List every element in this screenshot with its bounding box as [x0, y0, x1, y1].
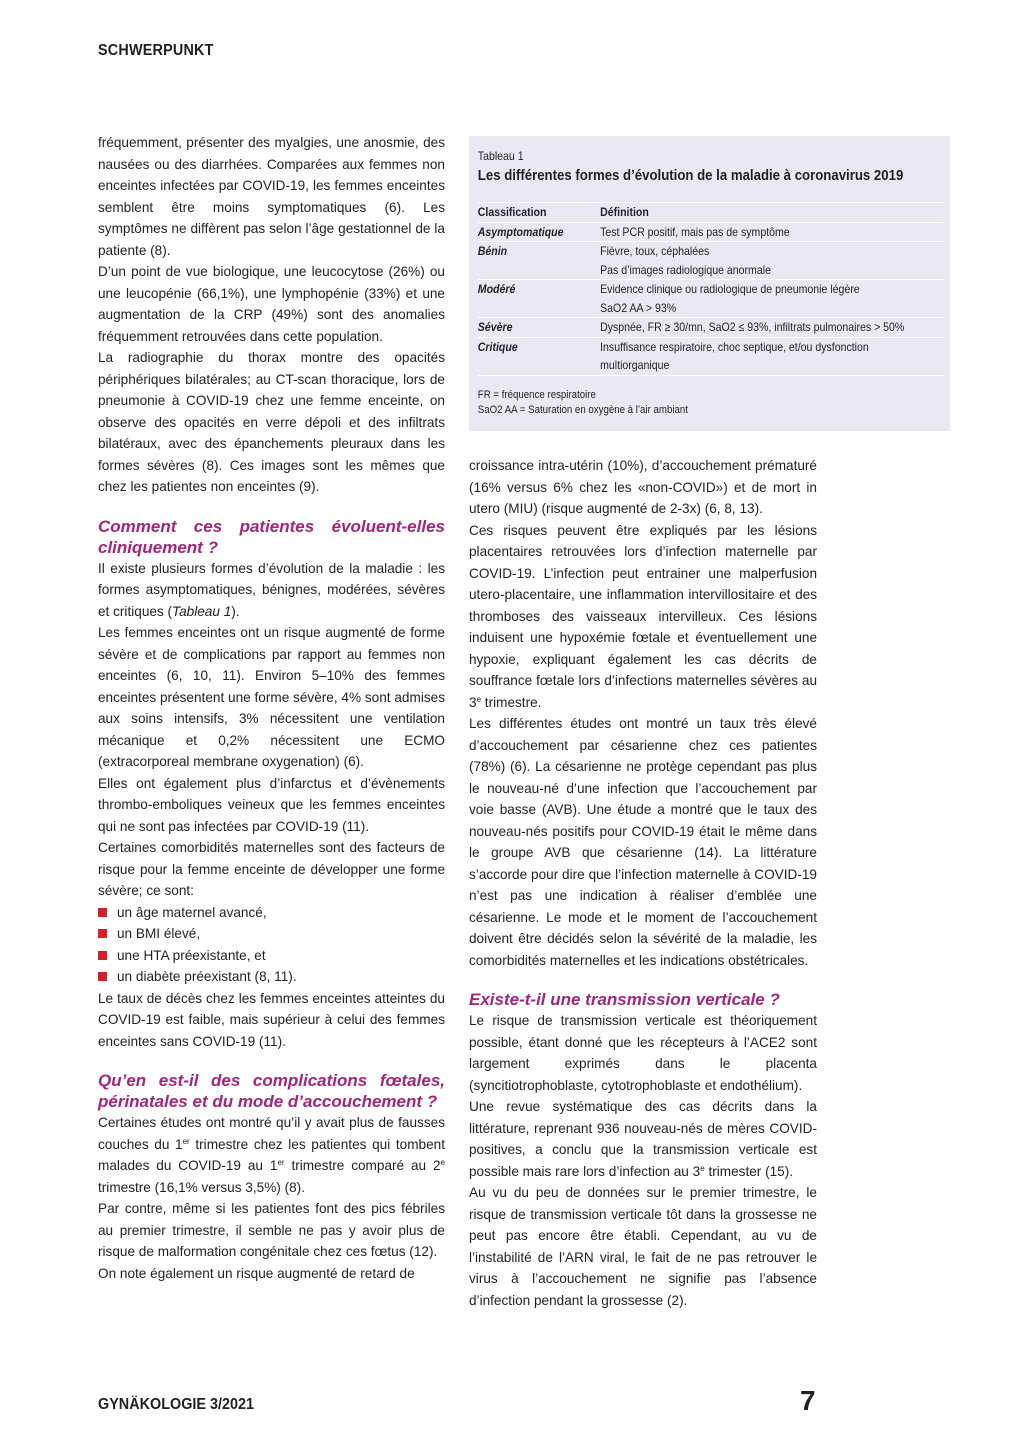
column-header: Classification [477, 205, 547, 219]
journal-footer: GYNÄKOLOGIE 3/2021 [98, 1396, 255, 1413]
paragraph: Le risque de transmission verticale est théoriquement possible, étant donné que les récepteurs à l’ACE2 sont largement exprimés dans le placenta (syncitiotrophoblaste, cytotrophoblaste et endothélium). [469, 1013, 817, 1093]
paragraph: Ces risques peuvent être expliqués par les lésions placentaires retrouvées lors d’infection maternelle par COVID-19. L’infection peut entrainer une malperfusion utero-placentaire, une inflammation intervillositaire et des thromboses des vaisseaux intervilleux. Ces lésions induisent une hypoxémie fœtale et éventuellement une hypoxie, expliquant également les cas décrits de souffrance fœtale lors d’infections maternelles sévères au 3e trimestre. [469, 522, 817, 710]
bullet-square-icon [98, 951, 107, 960]
paragraph: croissance intra-utérin (10%), d’accouchement prématuré (16% versus 6% chez les «non-COVID») et de mort in utero (MIU) (risque augmenté de 2-3x) (6, 8, 13). [469, 458, 817, 516]
table-row [478, 338, 944, 376]
table-note: FR = fréquence respiratoire [477, 388, 596, 401]
table-header-row [478, 202, 944, 223]
bullet-square-icon [98, 908, 107, 917]
bullet-square-icon [98, 972, 107, 981]
bullet-square-icon [98, 929, 107, 938]
paragraph: Certaines comorbidités maternelles sont des facteurs de risque pour la femme enceinte de développer une forme sévère; ce sont: [98, 840, 445, 898]
table-reference: Tableau 1 [172, 603, 232, 619]
left-column [98, 132, 445, 1284]
table-title: Les différentes formes d’évolution de la maladie à coronavirus 2019 [477, 167, 904, 184]
page-number: 7 [800, 1385, 816, 1416]
table-row [478, 280, 944, 318]
classification-cell: Critique [477, 339, 518, 354]
paragraph: La radiographie du thorax montre des opacités périphériques bilatérales; au CT-scan thoracique, lors de pneumonie à COVID-19 chez une femme enceinte, on observe des opacités en verre dépoli et des infiltrats bilatéraux, avec des épanchements pleuraux dans les formes sévères (8). Ces images sont les mêmes que chez les patientes non enceintes (9). [98, 350, 445, 494]
section-heading: Existe-t-il une transmission verticale ? [469, 990, 780, 1009]
table-row [478, 242, 944, 280]
table-row [478, 223, 944, 243]
table-row [478, 318, 944, 338]
classification-cell: Modéré [477, 282, 516, 296]
definition-cell: Fièvre, toux, céphalées Pas d’images radiologique anormale [600, 244, 771, 277]
list-item: une HTA préexistante, et [98, 945, 445, 967]
paragraph: Il existe plusieurs formes d’évolution de la maladie : les formes asymptomatiques, bénignes, modérées, sévères et critiques (Tableau 1). [98, 560, 445, 619]
definition-cell: Dyspnée, FR ≥ 30/mn, SaO2 ≤ 93%, infiltrats pulmonaires > 50% [600, 320, 905, 334]
column-header: Définition [600, 205, 649, 219]
paragraph: Au vu du peu de données sur le premier trimestre, le risque de transmission verticale tôt dans la grossesse ne peut pas encore être établi. Cependant, au vu de l’instabilité de l’ARN viral, le fait de ne pas retrouver le virus à l’accouchement ne signifie pas l’absence d’infection pendant la grossesse (2). [469, 1185, 817, 1308]
list-item: un BMI élevé, [98, 923, 445, 945]
paragraph: Par contre, même si les patientes font des pics fébriles au premier trimestre, il semble ne pas y avoir plus de risque de malformation congénitale chez ces fœtus (12). [98, 1201, 445, 1259]
paragraph: Les femmes enceintes ont un risque augmenté de forme sévère et de complications par rapport au femmes non enceintes (6, 10, 11). Environ 5–10% des femmes enceintes présentent une forme sévère, 4% sont admises aux soins intensifs, 3% nécessitent une ventilation mécanique et 0,2% nécessitent une ECMO (extracorporeal membrane oxygenation) (6). [98, 625, 445, 769]
paragraph: Elles ont également plus d’infarctus et d’évènements thrombo-emboliques veineux que les femmes enceintes qui ne sont pas infectées par COVID-19 (11). [98, 775, 445, 834]
table-label: Tableau 1 [477, 149, 524, 163]
definition-cell: Test PCR positif, mais pas de symptôme [600, 224, 790, 239]
definition-cell: Insuffisance respiratoire, choc septique, et/ou dysfonction multiorganique [600, 339, 869, 372]
table-notes [478, 388, 944, 418]
paragraph: D’un point de vue biologique, une leucocytose (26%) ou une leucopénie (66,1%), une lymphopénie (33%) et une augmentation de la CRP (49%) sont des anomalies fréquemment retrouvées dans cette population. [98, 264, 445, 344]
list-item: un âge maternel avancé, [98, 902, 445, 924]
section-heading: Qu’en est-il des complications fœtales, périnatales et du mode d’accouchement ? [98, 1071, 445, 1111]
definition-cell: Evidence clinique ou radiologique de pneumonie légère SaO2 AA > 93% [600, 282, 860, 315]
paragraph: Les différentes études ont montré un taux très élevé d’accouchement par césarienne chez ces patientes (78%) (6). La césarienne ne protège cependant pas plus le nouveau-né d’une infection que l’accouchement par voie basse (AVB). Une étude a montré que le taux des nouveau-nés positifs pour COVID-19 était le même dans le groupe AVB que césarienne (14). La littérature s’accorde pour dire que l’infection maternelle à COVID-19 n’est pas une indication à réaliser d’emblée une césarienne. Le mode et le moment de l’accouchement doivent être décidés selon la sévérité de la maladie, les comorbidités maternelles et les indications obstétricales. [469, 716, 817, 968]
paragraph: fréquemment, présenter des myalgies, une anosmie, des nausées ou des diarrhées. Comparées aux femmes non enceintes infectées par COVID-19, les femmes enceintes semblent être moins symptomatiques (6). Les symptômes ne diffèrent pas selon l’âge gestationnel de la patiente (8). [98, 135, 445, 258]
right-column [469, 455, 817, 1311]
paragraph: Le taux de décès chez les femmes enceintes atteintes du COVID-19 est faible, mais supérieur à celui des femmes enceintes sans COVID-19 (11). [98, 990, 445, 1049]
classification-cell: Bénin [477, 244, 508, 258]
list-item: un diabète préexistant (8, 11). [98, 966, 445, 988]
classification-cell: Sévère [477, 320, 513, 334]
table-note: SaO2 AA = Saturation en oxygène à l’air ambiant [477, 403, 688, 416]
section-header: SCHWERPUNKT [98, 42, 214, 59]
classification-cell: Asymptomatique [477, 224, 564, 239]
paragraph: On note également un risque augmenté de retard de [98, 1265, 415, 1281]
paragraph: Certaines études ont montré qu’il y avait plus de fausses couches du 1er trimestre chez les patientes qui tombent malades du COVID-19 au 1er trimestre comparé au 2e trimestre (16,1% versus 3,5%) (8). [98, 1115, 445, 1195]
table-box [469, 136, 950, 431]
section-heading: Comment ces patientes évoluent-elles cliniquement ? [98, 516, 445, 557]
paragraph: Une revue systématique des cas décrits dans la littérature, reprenant 936 nouveau-nés de mères COVID-positives, a conclu que la transmission verticale est possible mais rare lors d’infection au 3e trimester (15). [469, 1099, 817, 1179]
